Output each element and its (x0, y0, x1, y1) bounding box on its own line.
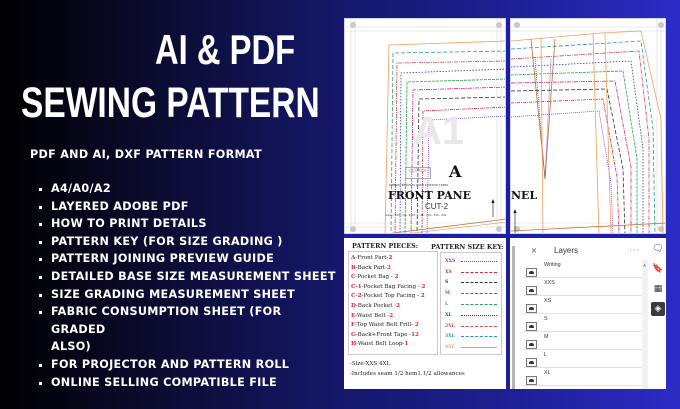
size-label: XXS (445, 258, 456, 264)
piece-letter: A (449, 162, 462, 181)
eye-icon[interactable] (526, 286, 537, 295)
piece-label: -Back Part- (355, 264, 388, 271)
piece-qty: 2 (394, 274, 399, 281)
piece-qty: 2 (389, 312, 394, 319)
piece-qty: 12 (411, 331, 419, 338)
pattern-legend (344, 238, 506, 389)
piece-code: B (351, 264, 356, 271)
size-key-row (445, 278, 497, 289)
layer-row[interactable] (524, 278, 642, 296)
size-label: XL (445, 312, 452, 318)
pattern-piece-item (351, 312, 435, 322)
piece-label: -Pocket Top Facing - (361, 293, 421, 300)
hero-title-line1: AI & PDF (155, 26, 296, 73)
layer-name: Writing (544, 262, 561, 268)
eye-icon[interactable] (526, 358, 537, 367)
pattern-piece-item (351, 292, 435, 302)
layer-row[interactable] (524, 368, 642, 386)
size-line-swatch (461, 336, 497, 337)
size-key-row (445, 321, 497, 332)
layers-title: Layers (554, 245, 579, 255)
layers-list (524, 260, 642, 386)
piece-qty: 1 (404, 341, 409, 348)
layer-row[interactable] (524, 314, 642, 332)
feature-item: ALSO) (51, 340, 91, 354)
eye-icon[interactable] (526, 340, 537, 349)
piece-qty: 2 (421, 283, 426, 290)
layer-row[interactable] (524, 296, 642, 314)
thumbnails-icon[interactable]: ▦ (653, 284, 663, 294)
size-line-swatch (461, 261, 497, 262)
size-key-row (445, 342, 497, 353)
size-line-swatch (461, 304, 497, 305)
layer-name: L (544, 352, 547, 358)
piece-code: A (351, 255, 356, 261)
close-icon[interactable]: × (530, 245, 538, 255)
piece-qty: 2 (420, 293, 425, 300)
piece-code: E (351, 312, 356, 319)
pattern-size-key (440, 252, 502, 355)
layers-scrollbar[interactable]: ▲ (642, 260, 648, 389)
size-label: 4XL (445, 345, 455, 351)
piece-name: FRONT PANE (388, 189, 472, 202)
layer-row[interactable] (524, 332, 642, 350)
feature-item: DETAILED BASE SIZE MEASUREMENT SHEET (37, 268, 340, 286)
piece-code: G (351, 331, 356, 338)
bookmark-icon[interactable]: 🔖 (652, 264, 664, 274)
comment-icon[interactable]: 🗨 (652, 244, 664, 254)
pattern-sheet-left (344, 18, 506, 234)
piece-label: -Waist Belt - (355, 312, 390, 319)
layer-name: XXS (544, 280, 555, 286)
pattern-piece-item (351, 273, 435, 283)
piece-code: C-1 (351, 283, 362, 290)
piece-qty: 2 (414, 322, 419, 329)
legend-notes (350, 359, 465, 380)
layer-name: XL (544, 370, 551, 376)
size-label: M (445, 291, 450, 297)
size-label: 3XL (445, 334, 455, 340)
document-scrollbar[interactable] (510, 238, 517, 389)
feature-item: A4/A0/A2 (37, 180, 340, 198)
side-rail (650, 238, 666, 389)
piece-code: C (351, 274, 356, 281)
size-range-note: -Size-XXS 4XL (350, 361, 391, 367)
feature-item: SIZE GRADING MEASUREMENT SHEET (37, 286, 340, 304)
pattern-size-key-title: PATTERN SIZE KEY: (431, 243, 504, 251)
piece-label: -Back Pocket - (355, 302, 397, 309)
piece-code: C-2 (351, 293, 362, 300)
brand-box: REGALIA (405, 167, 431, 179)
size-line-swatch (461, 293, 497, 294)
size-key-row (445, 288, 497, 299)
feature-list (37, 180, 340, 391)
piece-label: -Top Waist Belt Frill- (354, 322, 415, 329)
piece-qty: 2 (388, 255, 393, 261)
size-line-swatch (461, 347, 497, 348)
layer-row[interactable] (524, 260, 642, 278)
pattern-sheet-right (510, 18, 666, 234)
more-options-icon[interactable]: ··· (629, 245, 640, 255)
size-label: S (445, 280, 449, 286)
feature-item: ONLINE SELLING COMPATIBLE FILE (37, 374, 340, 392)
size-line-swatch (461, 282, 497, 283)
pattern-piece-item (351, 340, 435, 350)
eye-icon[interactable] (526, 268, 537, 277)
cut-count: CUT-2 (425, 202, 449, 211)
layers-panel (510, 238, 666, 389)
feature-item: PATTERN KEY (FOR SIZE GRADING ) (37, 233, 340, 251)
size-key-row (445, 267, 497, 278)
layers-icon[interactable]: ◈ (651, 302, 665, 316)
piece-qty: 2 (387, 264, 391, 271)
size-label: L (445, 302, 449, 308)
pattern-pieces-list (348, 251, 438, 355)
size-label: 2XL (445, 323, 455, 329)
size-key-row (445, 256, 497, 267)
piece-code: D (351, 302, 356, 309)
sheet-watermark: A1 (413, 109, 465, 153)
format-subheading: PDF AND AI, DXF PATTERN FORMAT (30, 148, 262, 161)
size-key-row (445, 299, 497, 310)
size-line-swatch (461, 272, 497, 273)
layers-header (524, 242, 640, 258)
size-label: XS (445, 269, 452, 275)
pattern-piece-item (351, 331, 435, 341)
piece-label: -Front Part- (355, 255, 389, 261)
pattern-piece-item (351, 321, 435, 331)
size-key-row (445, 332, 497, 343)
layer-name: M (544, 334, 549, 340)
piece-code: H (351, 341, 357, 348)
pattern-piece-item (351, 283, 435, 293)
piece-label: -Waist Belt Loop- (356, 341, 405, 348)
pattern-pieces-title: PATTERN PIECES: (352, 242, 419, 250)
piece-caption: RIBBON BRIGHTS WITH SCISSOR TRIMS (389, 183, 449, 187)
feature-item: HOW TO PRINT DETAILS (37, 215, 340, 233)
layer-name: XS (544, 298, 552, 304)
piece-sizes: Sizes: XXS, XS, S, M, L, XL, 2XL, 3XL, 4XL (385, 213, 447, 217)
feature-item: LAYERED ADOBE PDF (37, 198, 340, 216)
layer-name: S (544, 316, 548, 322)
eye-icon[interactable] (526, 376, 537, 385)
eye-icon[interactable] (526, 304, 537, 313)
piece-qty: 2 (396, 302, 401, 309)
piece-label: -Pocket Bag Facing - (361, 283, 422, 290)
seam-allowance-note: -Includes seam 1/2 hem1.1/2 allowances (350, 371, 465, 378)
size-key-row (445, 310, 497, 321)
size-line-swatch (461, 315, 497, 316)
piece-label: -Pocket Bag - (355, 274, 395, 281)
hero-title-line2: SEWING PATTERN (21, 79, 320, 127)
pattern-piece-item (351, 254, 435, 264)
pattern-piece-item (351, 264, 435, 274)
feature-item: FABRIC CONSUMPTION SHEET (FOR GRADED (37, 303, 340, 338)
piece-code: F (351, 322, 355, 329)
feature-item: FOR PROJECTOR AND PATTERN ROLL (37, 356, 340, 374)
layer-row[interactable] (524, 350, 642, 368)
eye-icon[interactable] (526, 322, 537, 331)
size-line-swatch (461, 326, 497, 327)
feature-item: PATTERN JOINING PREVIEW GUIDE (37, 250, 340, 268)
piece-name-continued: NEL (511, 189, 538, 202)
piece-label: -Back+Front Tape - (355, 331, 412, 338)
pattern-piece-item (351, 302, 435, 312)
